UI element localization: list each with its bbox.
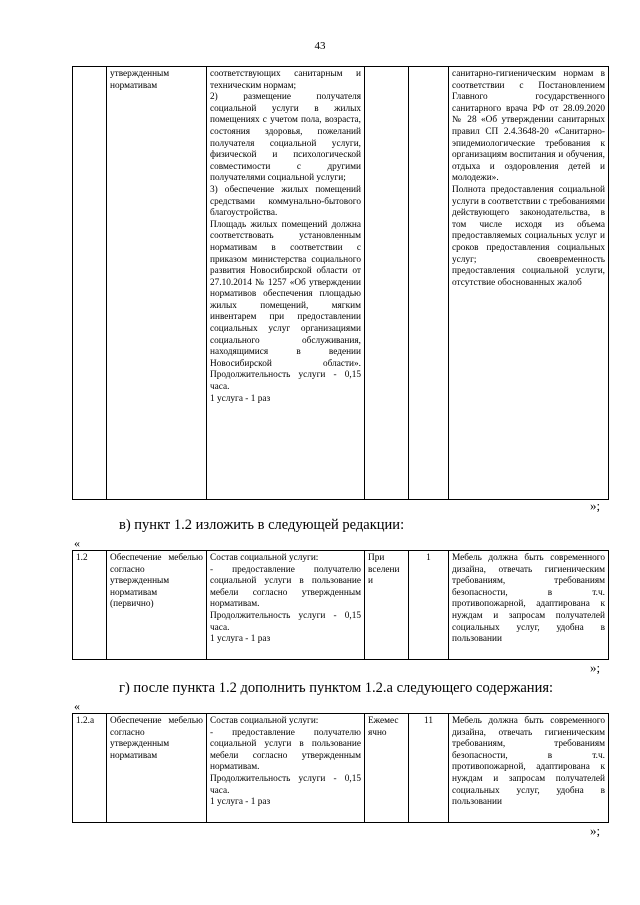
opening-quote: « — [74, 536, 80, 550]
frequency-cell: Ежемес ячно — [365, 714, 409, 823]
section-heading-g: г) после пункта 1.2 дополнить пунктом 1.2.а следующего содержания: — [119, 680, 554, 696]
service-name-cell: утвержденным нормативам — [107, 67, 207, 500]
content-paragraph: Площадь жилых помещений должна соответствовать установленным нормативам в соответствии с приказом министерства социального развития Новосибирской области от 27.10.2014 № 1257 «Об утверждении нормативов обеспечения площадью жилых помещений, мягким инвентарем при предоставлении социальных услуг организациями социального обслуживания, находящимися в ведении Новосибирской области». Продолжительность услуги - 0,15 часа. — [210, 219, 361, 393]
count-cell: 1 — [409, 551, 449, 660]
count-cell — [409, 67, 449, 500]
closing-quote: »; — [590, 660, 601, 675]
quality-paragraph: Полнота предоставления социальной услуги в соответствии с требованиями действующего законодательства, в том числе исходя из объема предоставляемых социальных услуг и сроков предоставления социальных услуг; своевременность предоставления социальной услуги, отсутствие обоснованных жалоб — [452, 184, 606, 288]
content-paragraph: 2) размещение получателя социальной услуги в жилых помещениях с учетом пола, возраста, состояния здоровья, пожеланий получателя социальной услуги, физической и психологической совместимости с другими получателями социальной услуги; — [210, 92, 361, 184]
frequency-cell: При вселени и — [365, 551, 409, 660]
content-paragraph: 1 услуга - 1 раз — [210, 797, 271, 808]
closing-quote: »; — [590, 823, 601, 838]
service-table-1-2a — [72, 713, 609, 823]
content-paragraph: - предоставление получателю социальной услуги в пользование мебели согласно утвержденным нормативам. — [210, 564, 361, 610]
content-paragraph: Состав социальной услуги: — [210, 716, 319, 726]
page-number: 43 — [314, 40, 326, 52]
quality-cell — [449, 67, 609, 500]
content-paragraph: 3) обеспечение жилых помещений средствами коммунально-бытового благоустройства. — [210, 184, 361, 219]
service-table-1-2 — [72, 550, 609, 660]
content-paragraph: Продолжительность услуги - 0,15 часа. — [210, 773, 361, 796]
number-cell: 1.2.а — [73, 714, 107, 823]
closing-quote: »; — [590, 498, 601, 513]
quality-paragraph: санитарно-гигиеническим нормам в соответствии с Постановлением Главного государственного санитарного врача РФ от 28.09.2020 № 28 «Об утверждении санитарных правил СП 2.4.3648-20 «Санитарно-эпидемиологические требования к организациям воспитания и обучения, отдыха и оздоровления детей и молодежи». — [452, 69, 605, 184]
number-cell: 1.2 — [73, 551, 107, 660]
count-cell: 11 — [409, 714, 449, 823]
number-cell — [73, 67, 107, 500]
frequency-cell — [365, 67, 409, 500]
content-paragraph: Продолжительность услуги - 0,15 часа. — [210, 610, 361, 633]
opening-quote: « — [74, 699, 80, 713]
service-name-cell: Обеспечение мебелью согласно утвержденным нормативам (первично) — [107, 551, 207, 660]
services-table-continuation — [72, 66, 609, 500]
quality-cell: Мебель должна быть современного дизайна, отвечать гигиеническим требованиям, требованиям безопасности, в т.ч. противопожарной, адаптирована к нуждам и запросам получателей социальных услуг, удобна в пользовании — [449, 551, 609, 660]
content-paragraph: 1 услуга - 1 раз — [210, 634, 271, 645]
service-content-cell — [207, 551, 365, 660]
service-name-cell: Обеспечение мебелью согласно утвержденным нормативам — [107, 714, 207, 823]
content-paragraph: соответствующих санитарным и техническим нормам; — [210, 69, 361, 91]
section-heading-v: в) пункт 1.2 изложить в следующей редакции: — [119, 517, 405, 533]
service-content-cell — [207, 714, 365, 823]
content-paragraph: - предоставление получателю социальной услуги в пользование мебели согласно утвержденным нормативам. — [210, 727, 361, 773]
quality-cell: Мебель должна быть современного дизайна, отвечать гигиеническим требованиям, требованиям безопасности, в т.ч. противопожарной, адаптирована к нуждам и запросам получателей социальных услуг, удобна в пользовании — [449, 714, 609, 823]
content-paragraph: 1 услуга - 1 раз — [210, 393, 271, 404]
service-content-cell — [207, 67, 365, 500]
content-paragraph: Состав социальной услуги: — [210, 553, 319, 563]
